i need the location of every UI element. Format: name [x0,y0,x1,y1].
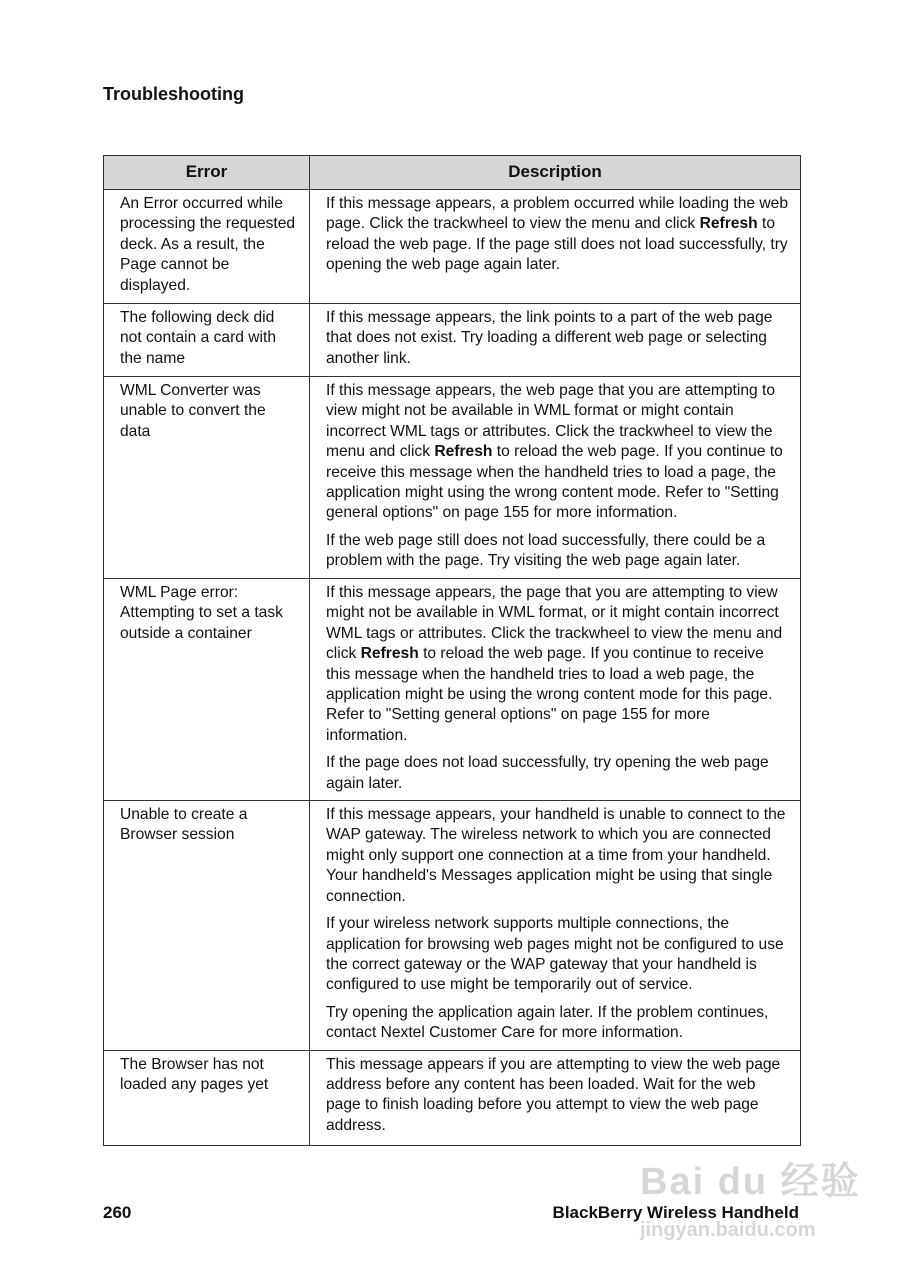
bold-term: Refresh [360,645,419,663]
text-segment: If your wireless network supports multiple connections, the application for browsing web pages might not be configured to use the correct gateway or the WAP gateway that your handheld is configured to use might be temporarily out of service. [326,915,784,994]
description-cell [310,304,801,377]
text-segment: If the web page still does not load successfully, there could be a problem with the page. Try visiting the web page again later. [326,531,766,570]
table-row [104,801,801,1050]
error-cell: Unable to create a Browser session [104,801,310,1050]
description-paragraph [326,753,790,794]
page-title: Troubleshooting [103,84,244,104]
description-paragraph [326,1055,790,1137]
error-cell: WML Page error: Attempting to set a task outside a container [104,579,310,801]
text-segment: to reload the web page. If you continue to receive this message when the handheld tries to load a web page, the application might be using the wrong content mode for this page. Refer to "Setting general options" on page 155 for more information. [326,645,773,744]
description-cell [310,801,801,1050]
description-paragraph [326,1003,790,1044]
header-description: Description [310,156,801,190]
table-row [104,579,801,801]
error-cell: WML Converter was unable to convert the data [104,377,310,579]
table-row [104,190,801,304]
table-row [104,304,801,377]
book-title: BlackBerry Wireless Handheld [552,1203,799,1222]
table-row [104,1050,801,1145]
description-cell [310,190,801,304]
baidu-watermark [640,1150,861,1242]
watermark-logo: Bai du 经验 [640,1161,861,1203]
watermark-url: jingyan.baidu.com [640,1219,816,1241]
text-segment: If this message appears, the page that you are attempting to view might not be available in WML format, or it might contain incorrect WML tags or attributes. Click the trackwheel to view the menu and click [326,584,783,663]
text-segment: If this message appears, your handheld is unable to connect to the WAP gateway. The wireless network to which you are connected might only support one connection at a time from your handheld. Your handheld's Messages application might be using that single connection. [326,806,786,905]
description-paragraph [326,914,790,996]
table-row [104,377,801,579]
bold-term: Refresh [699,215,758,233]
text-segment: This message appears if you are attempting to view the web page address before any content has been loaded. Wait for the web page to finish loading before you attempt to view the web page address. [326,1055,781,1134]
troubleshooting-table [103,155,801,1146]
bold-term: Refresh [434,443,493,461]
description-paragraph [326,531,790,572]
description-cell [310,377,801,579]
description-cell [310,1050,801,1145]
header-error: Error [104,156,310,190]
error-cell: An Error occurred while processing the requested deck. As a result, the Page cannot be displayed. [104,190,310,304]
text-segment: If this message appears, a problem occurred while loading the web page. Click the trackwheel to view the menu and click [326,195,789,233]
error-cell: The Browser has not loaded any pages yet [104,1050,310,1145]
error-cell: The following deck did not contain a card with the name [104,304,310,377]
table-header-row [104,156,801,190]
text-segment: to reload the web page. If you continue to receive this message when the handheld tries to load a page, the application might using the wrong content mode. Refer to "Setting general options" on page 155 for more information. [326,443,783,522]
page-number: 260 [103,1203,132,1222]
description-paragraph [326,308,790,369]
description-paragraph [326,805,790,907]
description-cell [310,579,801,801]
text-segment: If this message appears, the web page that you are attempting to view might not be available in WML format or might contain incorrect WML tags or attributes. Click the trackwheel to view the menu and click [326,382,776,461]
text-segment: Try opening the application again later. If the problem continues, contact Nextel Customer Care for more information. [326,1003,769,1042]
text-segment: to reload the web page. If the page still does not load successfully, try opening the web page again later. [326,215,788,274]
description-paragraph [326,381,790,524]
description-paragraph [326,583,790,746]
description-paragraph [326,194,790,276]
text-segment: If the page does not load successfully, try opening the web page again later. [326,754,769,792]
text-segment: If this message appears, the link points to a part of the web page that does not exist. Try loading a different web page or selecting another link. [326,309,773,367]
